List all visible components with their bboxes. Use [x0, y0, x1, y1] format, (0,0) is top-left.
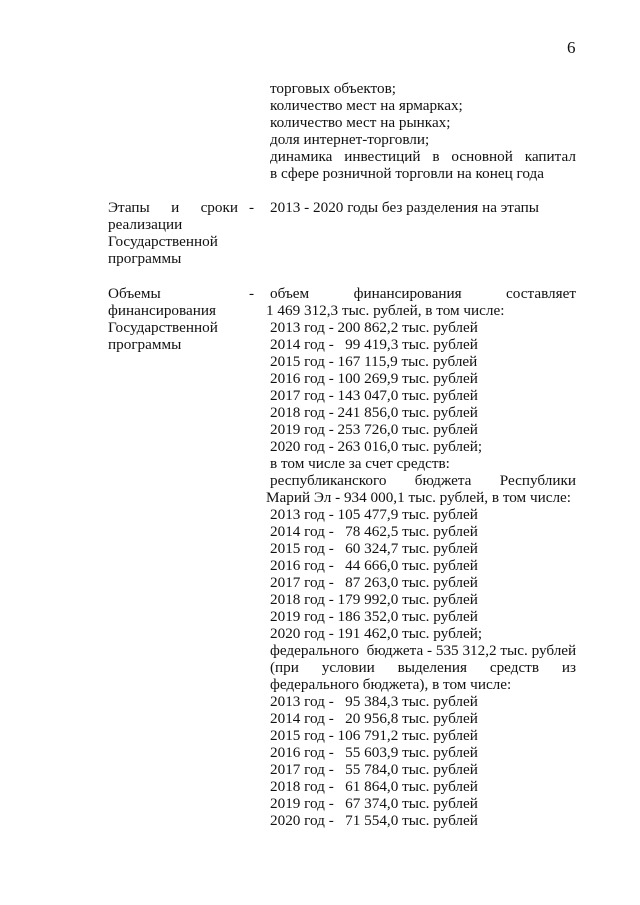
list-item: 2017 год - 143 047,0 тыс. рублей	[270, 387, 478, 404]
stages-text: 2013 - 2020 годы без разделения на этапы	[270, 199, 539, 216]
word: (при	[270, 659, 299, 676]
list-item: 2016 год - 55 603,9 тыс. рублей	[270, 744, 478, 761]
word: капитал	[524, 148, 576, 165]
word: и	[171, 199, 180, 216]
word: финансирования	[353, 285, 462, 302]
list-item: 2018 год - 61 864,0 тыс. рублей	[270, 778, 478, 795]
federal-condition-line	[270, 659, 576, 676]
stages-label-first-line	[108, 199, 238, 216]
federal-total: федерального бюджета - 535 312,2 тыс. рублей	[270, 642, 577, 659]
word: сроки	[200, 199, 238, 216]
page-number: 6	[567, 38, 576, 57]
list-item: 2014 год - 99 419,3 тыс. рублей	[270, 336, 478, 353]
list-item: 2013 год - 200 862,2 тыс. рублей	[270, 319, 478, 336]
republic-by-year-list	[270, 506, 576, 659]
text-line: количество мест на рынках;	[270, 114, 451, 131]
label-line: программы	[108, 336, 182, 353]
separator-dash: -	[249, 199, 255, 216]
word: из	[561, 659, 576, 676]
word: инвестиций	[344, 148, 421, 165]
label-line: программы	[108, 250, 182, 267]
text-line: доля интернет-торговли;	[270, 131, 430, 148]
list-item: 2015 год - 106 791,2 тыс. рублей	[270, 727, 478, 744]
list-item: 2020 год - 191 462,0 тыс. рублей;	[270, 625, 483, 642]
list-item: 2016 год - 44 666,0 тыс. рублей	[270, 557, 478, 574]
federal-condition-end: федерального бюджета), в том числе:	[270, 676, 512, 693]
text-line: в сфере розничной торговли на конец года	[270, 165, 545, 182]
list-item: 2020 год - 263 016,0 тыс. рублей;	[270, 438, 483, 455]
label-line: Государственной	[108, 233, 218, 250]
list-item: 2016 год - 100 269,9 тыс. рублей	[270, 370, 478, 387]
label-line: Объемы	[108, 285, 161, 302]
label-line: реализации	[108, 216, 183, 233]
sources-intro: в том числе за счет средств:	[270, 455, 450, 472]
funding-total: 1 469 312,3 тыс. рублей, в том числе:	[266, 302, 505, 319]
text-line: количество мест на ярмарках;	[270, 97, 463, 114]
funding-by-year-list	[270, 319, 482, 472]
funding-label	[108, 285, 258, 353]
list-item: 2013 год - 95 384,3 тыс. рублей	[270, 693, 478, 710]
list-item: 2018 год - 179 992,0 тыс. рублей	[270, 591, 478, 608]
list-item: 2015 год - 167 115,9 тыс. рублей	[270, 353, 478, 370]
stages-label	[108, 199, 258, 267]
federal-by-year-list	[270, 693, 478, 829]
list-item: 2020 год - 71 554,0 тыс. рублей	[270, 812, 478, 829]
list-item: 2018 год - 241 856,0 тыс. рублей	[270, 404, 478, 421]
list-item: 2019 год - 253 726,0 тыс. рублей	[270, 421, 478, 438]
word: выделения	[397, 659, 467, 676]
text-line: торговых объектов;	[270, 80, 396, 97]
label-line: Государственной	[108, 319, 218, 336]
list-item: 2019 год - 67 374,0 тыс. рублей	[270, 795, 478, 812]
word: Республики	[499, 472, 576, 489]
funding-intro-line	[270, 285, 576, 302]
list-item: 2019 год - 186 352,0 тыс. рублей	[270, 608, 478, 625]
list-item: 2017 год - 55 784,0 тыс. рублей	[270, 761, 478, 778]
label-line: финансирования	[108, 302, 216, 319]
word: в	[432, 148, 440, 165]
list-item: 2013 год - 105 477,9 тыс. рублей	[270, 506, 478, 523]
word: средств	[489, 659, 539, 676]
republic-budget-line	[270, 472, 576, 489]
separator-dash: -	[249, 285, 255, 302]
word: основной	[451, 148, 513, 165]
word: динамика	[270, 148, 333, 165]
list-item: 2015 год - 60 324,7 тыс. рублей	[270, 540, 478, 557]
list-item: 2017 год - 87 263,0 тыс. рублей	[270, 574, 478, 591]
word: Этапы	[108, 199, 150, 216]
word: объем	[270, 285, 310, 302]
republic-total: Марий Эл - 934 000,1 тыс. рублей, в том числе:	[266, 489, 572, 506]
word: республиканского	[270, 472, 387, 489]
justified-line	[270, 148, 576, 165]
list-item: 2014 год - 20 956,8 тыс. рублей	[270, 710, 478, 727]
word: условии	[321, 659, 375, 676]
word: бюджета	[414, 472, 472, 489]
list-item: 2014 год - 78 462,5 тыс. рублей	[270, 523, 478, 540]
word: составляет	[506, 285, 576, 302]
